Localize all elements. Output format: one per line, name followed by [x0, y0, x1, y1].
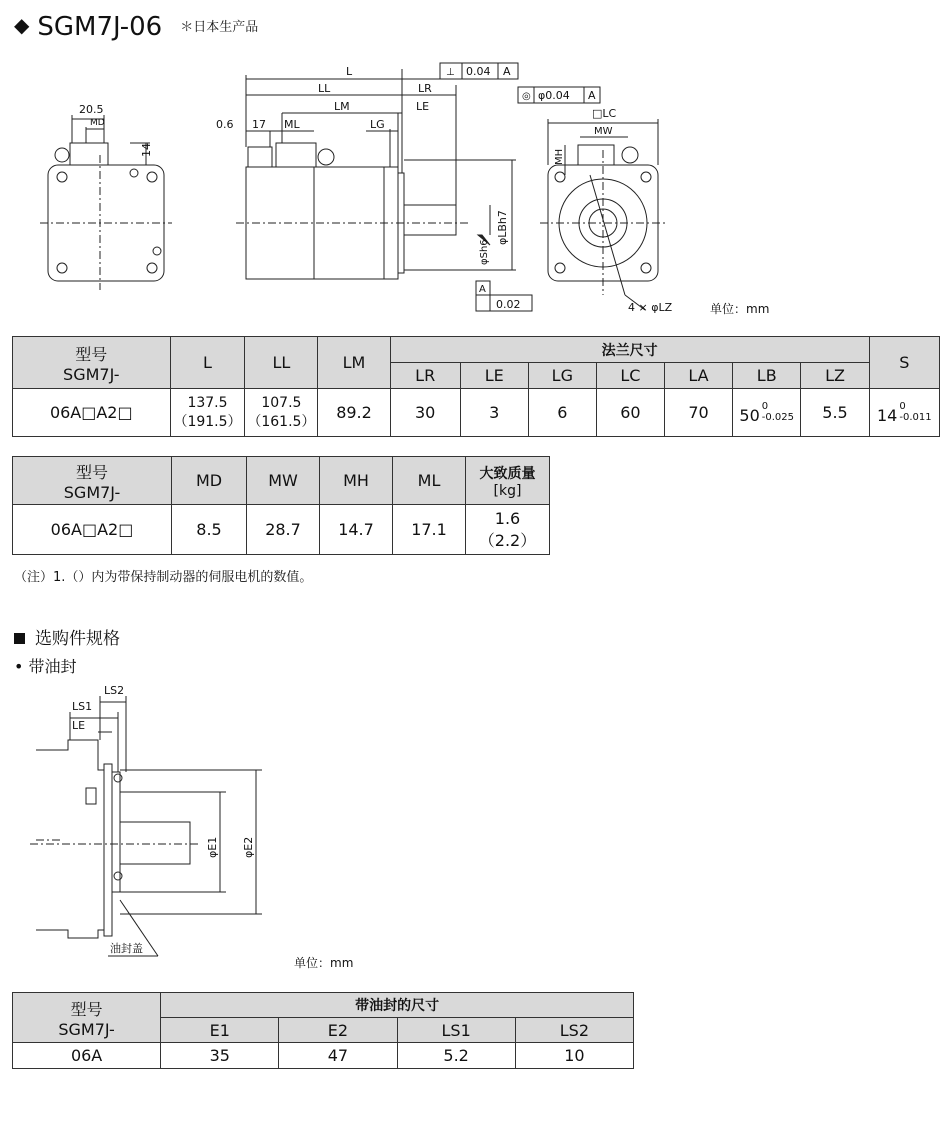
dim-ls2: LS2 [104, 684, 125, 697]
dim-le: LE [416, 100, 430, 113]
oil-seal-drawing [0, 680, 400, 970]
unit-label-2: 单位：mm [294, 956, 354, 970]
oil-seal-group-header: 带油封的尺寸 [161, 993, 634, 1018]
dim-lb: φLBh7 [496, 210, 509, 245]
header-l: L [170, 337, 245, 389]
header-lg: LG [528, 363, 596, 389]
header-mass: 大致质量 [kg] [466, 457, 550, 505]
header-lz: LZ [801, 363, 869, 389]
header-ml: ML [393, 457, 466, 505]
tol-concentric: φ0.04 [538, 89, 570, 102]
cell-lz: 5.5 [801, 389, 869, 437]
unit-label-1: 单位：mm [710, 302, 770, 316]
dim-lr: LR [418, 82, 432, 95]
origin-note: ＊日本生产品 [180, 20, 259, 35]
dim-le-2: LE [72, 719, 86, 732]
dim-mh: MH [554, 148, 565, 165]
cell-la: 70 [664, 389, 732, 437]
dim-s: φSh6 [479, 239, 490, 265]
tol-concentric-datum: A [588, 89, 596, 102]
cell-lb: 50 0 -0.025 [733, 389, 801, 437]
cell-lr: 30 [390, 389, 460, 437]
cell-ls1: 5.2 [397, 1043, 515, 1069]
cell-le: 3 [460, 389, 528, 437]
cell-lm: 89.2 [318, 389, 390, 437]
cell-e1: 35 [161, 1043, 279, 1069]
cell-lc: 60 [596, 389, 664, 437]
header-le: LE [460, 363, 528, 389]
cell-model-2: 06A□A2□ [13, 505, 172, 555]
footnote: （注）1.（）内为带保持制动器的伺服电机的数值。 [14, 570, 313, 585]
header-e2: E2 [279, 1018, 397, 1043]
cell-lg: 6 [528, 389, 596, 437]
header-lc: LC [596, 363, 664, 389]
cell-e2: 47 [279, 1043, 397, 1069]
diamond-icon: ◆ [14, 13, 30, 37]
tol-perp: 0.04 [466, 65, 491, 78]
header-mh: MH [320, 457, 393, 505]
model-header-2: 型号 SGM7J- [13, 457, 172, 505]
dim-ll: LL [318, 82, 331, 95]
cell-mh: 14.7 [320, 505, 393, 555]
dim-l: L [346, 65, 353, 78]
header-ls1: LS1 [397, 1018, 515, 1043]
section-title: 选购件规格 [14, 624, 120, 649]
cell-s: 14 0 -0.011 [869, 389, 939, 437]
cell-model-3: 06A [13, 1043, 161, 1069]
datum-a: A [479, 284, 486, 295]
dim-lm: LM [334, 100, 350, 113]
model-title: SGM7J-06 [37, 12, 163, 42]
header-lr: LR [390, 363, 460, 389]
table-row [13, 1043, 634, 1069]
tol-runout: 0.02 [496, 298, 521, 311]
oil-seal-cover-label: 油封盖 [110, 942, 143, 955]
svg-text:⊥: ⊥ [446, 67, 455, 78]
svg-text:◎: ◎ [522, 91, 531, 102]
dim-lg: LG [370, 118, 385, 131]
header-e1: E1 [161, 1018, 279, 1043]
header-lm: LM [318, 337, 390, 389]
model-header: 型号 SGM7J- [13, 337, 171, 389]
cell-ls2: 10 [515, 1043, 633, 1069]
dim-lz: 4 × φLZ [628, 301, 673, 314]
page-title [14, 12, 258, 42]
flange-header: 法兰尺寸 [390, 337, 869, 363]
dim-20-5: 20.5 [79, 103, 104, 116]
cell-mass: 1.6 （2.2） [466, 505, 550, 555]
cell-l: 137.5 （191.5） [170, 389, 245, 437]
header-md: MD [172, 457, 247, 505]
table-row [13, 505, 550, 555]
dim-e1: φE1 [206, 836, 219, 858]
spec-table-1 [12, 336, 940, 437]
table-row [13, 389, 940, 437]
header-mw: MW [247, 457, 320, 505]
spec-table-2 [12, 456, 550, 555]
dim-md: MD [90, 118, 105, 128]
square-bullet-icon [14, 633, 25, 644]
dim-ls1: LS1 [72, 700, 93, 713]
motor-dimension-drawing [0, 55, 950, 325]
dim-mw: MW [594, 126, 613, 137]
dim-0-6: 0.6 [216, 118, 234, 131]
cell-md: 8.5 [172, 505, 247, 555]
dim-17: 17 [252, 118, 266, 131]
spec-table-3 [12, 992, 634, 1069]
cell-ll: 107.5 （161.5） [245, 389, 318, 437]
header-la: LA [664, 363, 732, 389]
dim-lc: □LC [592, 107, 617, 120]
cell-ml: 17.1 [393, 505, 466, 555]
dim-e2: φE2 [242, 836, 255, 858]
header-s: S [869, 337, 939, 389]
dim-14: 14 [140, 143, 153, 157]
cell-model: 06A□A2□ [13, 389, 171, 437]
header-ls2: LS2 [515, 1018, 633, 1043]
tol-perp-datum: A [503, 65, 511, 78]
model-header-3: 型号 SGM7J- [13, 993, 161, 1043]
dim-ml: ML [284, 118, 300, 131]
subsection-title: • 带油封 [14, 657, 77, 676]
header-ll: LL [245, 337, 318, 389]
header-lb: LB [733, 363, 801, 389]
cell-mw: 28.7 [247, 505, 320, 555]
